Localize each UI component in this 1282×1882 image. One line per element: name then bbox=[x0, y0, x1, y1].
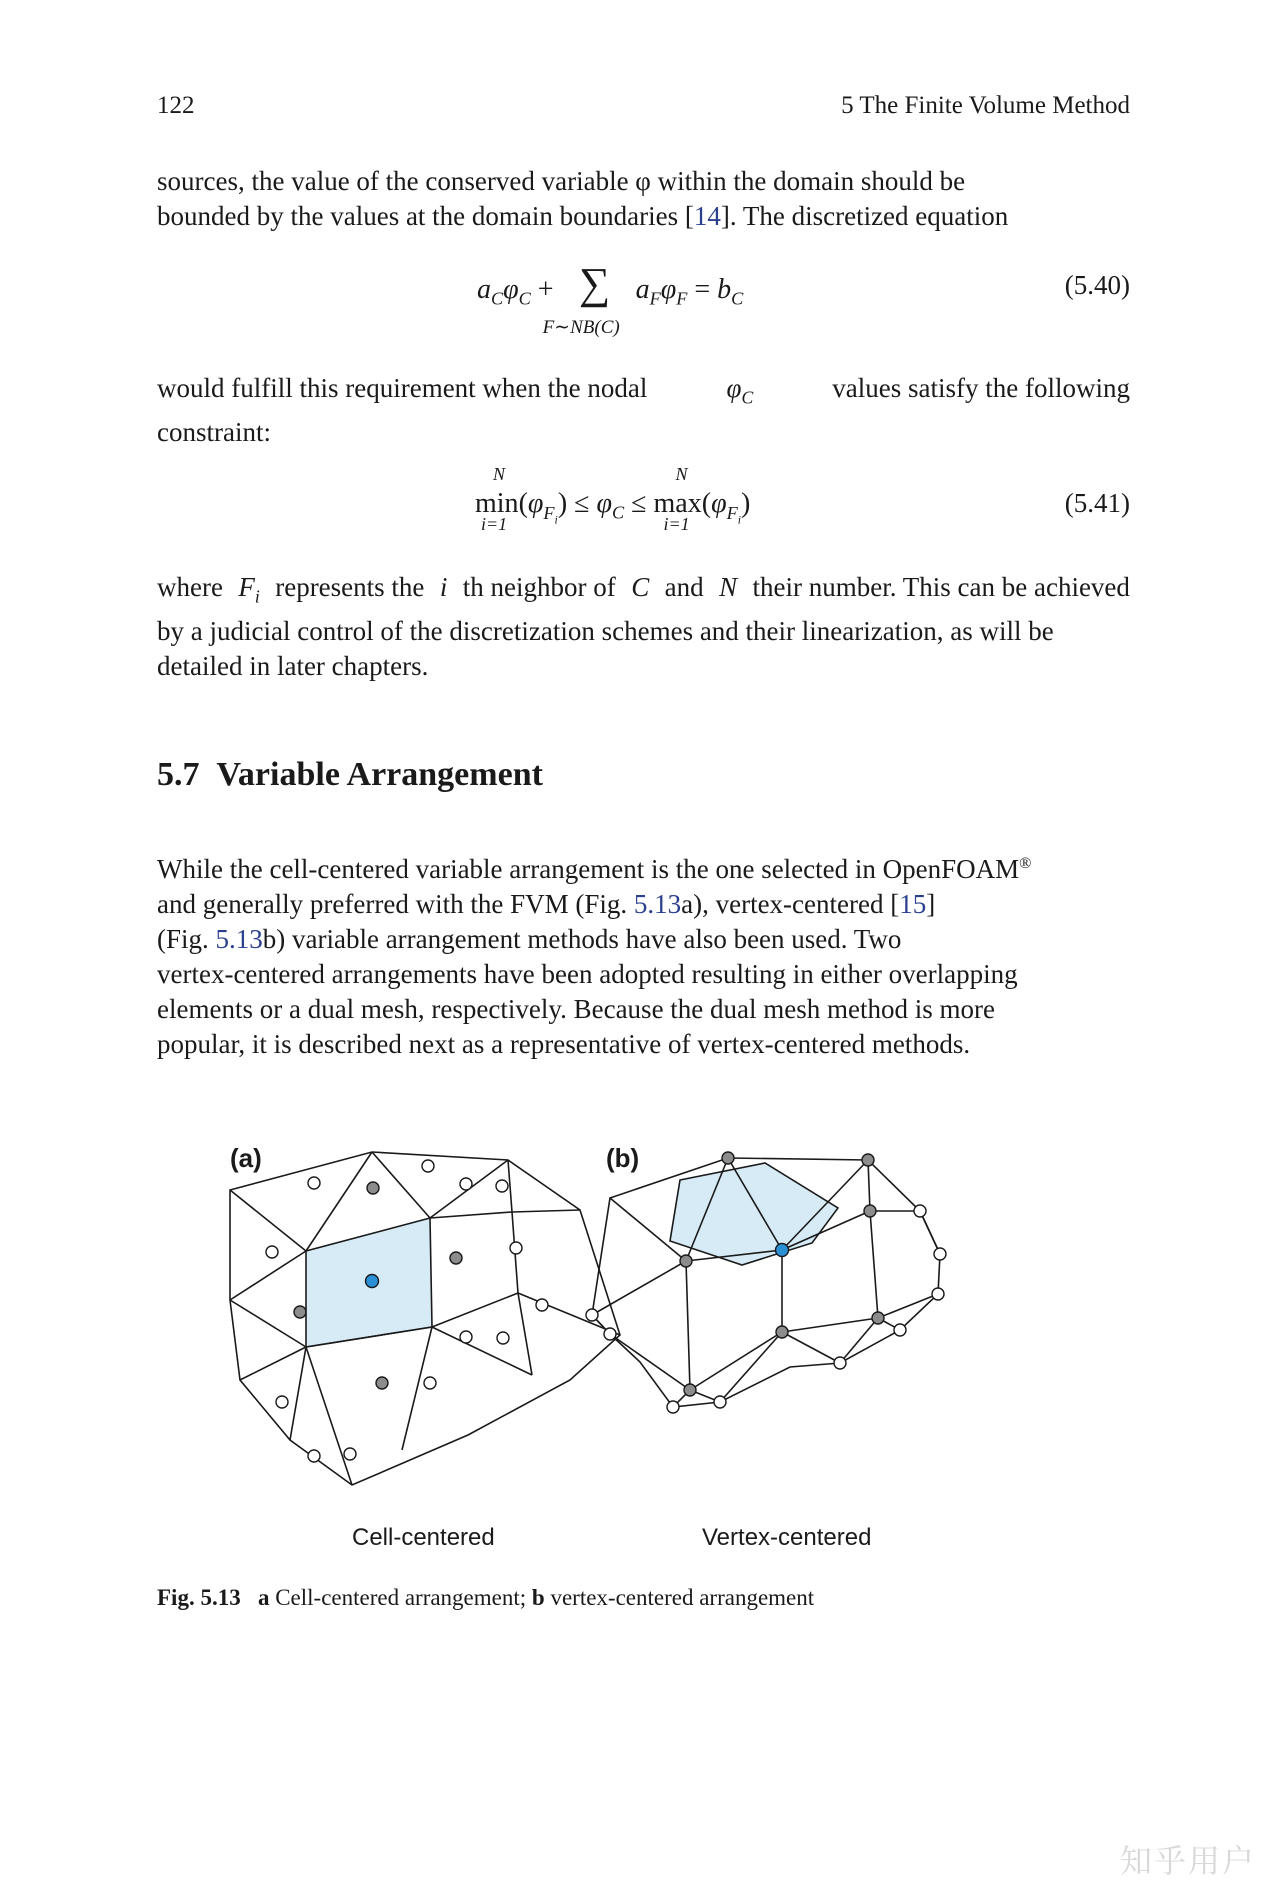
panel-a-title: Cell-centered bbox=[352, 1524, 495, 1551]
paragraph-2-line-1: would fulfill this requirement when the nodal $\varphi_C$ values satisfy the following bbox=[157, 373, 1130, 408]
paragraph-1-line-2: bounded by the values at the domain boundaries [14]. The discretized equation bbox=[157, 201, 1009, 231]
panel-b-mesh bbox=[592, 1158, 940, 1407]
paragraph-3-line-2: by a judicial control of the discretization schemes and their linearization, as will be bbox=[157, 616, 1054, 647]
equation-5-40 bbox=[157, 259, 1130, 342]
equation-5-41-body: N min i=1 $(\varphi_{F_i}) \le \varphi_C$ ≤ N max i=1 $(\varphi_{F_i})$ bbox=[475, 464, 751, 534]
paragraph-3-line-1: where $F_i$ represents the i th neighbor of C and N their number. This can be achieved bbox=[157, 572, 1130, 607]
figure-5-13 bbox=[200, 1120, 1080, 1560]
page-number: 122 bbox=[157, 92, 195, 119]
paragraph-4 bbox=[157, 846, 1130, 1062]
panel-a-center-node bbox=[366, 1275, 379, 1288]
watermark: 知乎用户 bbox=[1119, 1842, 1256, 1880]
paragraph-4-line-2: and generally preferred with the FVM (Fig. 5.13a), vertex-centered [15] bbox=[157, 889, 936, 919]
paragraph-3-line-3: detailed in later chapters. bbox=[157, 651, 429, 682]
registered-mark: ® bbox=[1019, 854, 1032, 872]
paragraph-4-line-3: (Fig. 5.13b) variable arrangement methods have also been used. Two bbox=[157, 924, 902, 954]
paragraph-2-line-2: constraint: bbox=[157, 417, 271, 448]
equation-number-5-40: (5.40) bbox=[1064, 270, 1130, 300]
caption-a-text: Cell-centered arrangement; bbox=[275, 1585, 527, 1610]
figure-caption bbox=[157, 1585, 814, 1611]
paragraph-1 bbox=[157, 164, 1130, 234]
paragraph-4-line-4: vertex-centered arrangements have been adopted resulting in either overlapping bbox=[157, 959, 1018, 989]
paragraph-4-line-1: While the cell-centered variable arrangement is the one selected in OpenFOAM® bbox=[157, 854, 1032, 884]
citation-15[interactable]: 15 bbox=[899, 889, 927, 919]
citation-14[interactable]: 14 bbox=[693, 201, 721, 231]
fig-ref-5-13b[interactable]: 5.13 bbox=[215, 924, 263, 954]
equation-5-40-body: $a_C\varphi_C$ + ∑ F∼NB(C) $a_F\varphi_F = b_C$ bbox=[477, 259, 744, 338]
running-title: 5 The Finite Volume Method bbox=[841, 92, 1130, 119]
caption-a-letter: a bbox=[257, 1585, 270, 1610]
panel-a-mesh bbox=[230, 1152, 620, 1485]
paragraph-4-line-5: elements or a dual mesh, respectively. Because the dual mesh method is more bbox=[157, 994, 995, 1024]
panel-b-center-node bbox=[776, 1244, 789, 1257]
caption-fig-label: Fig. 5.13 bbox=[157, 1585, 241, 1610]
paragraph-4-line-6: popular, it is described next as a representative of vertex-centered methods. bbox=[157, 1029, 971, 1059]
sum-subscript: F∼NB(C) bbox=[542, 317, 620, 338]
caption-b-letter: b bbox=[531, 1585, 545, 1610]
panel-b-label: (b) bbox=[606, 1143, 640, 1173]
section-heading bbox=[157, 756, 543, 794]
paragraph-1-line-1: sources, the value of the conserved variable φ within the domain should be bbox=[157, 166, 966, 196]
section-title: Variable Arrangement bbox=[216, 756, 543, 793]
equation-5-41 bbox=[157, 464, 1130, 556]
section-number: 5.7 bbox=[157, 756, 200, 793]
caption-b-text: vertex-centered arrangement bbox=[550, 1585, 815, 1610]
panel-b-dual-cell bbox=[670, 1163, 838, 1265]
equation-number-5-41: (5.41) bbox=[1064, 488, 1130, 518]
panel-a-label: (a) bbox=[230, 1143, 262, 1173]
paragraph-2 bbox=[157, 371, 1130, 450]
panel-b-title: Vertex-centered bbox=[702, 1524, 872, 1551]
paragraph-3 bbox=[157, 570, 1130, 684]
fig-ref-5-13a[interactable]: 5.13 bbox=[633, 889, 682, 919]
